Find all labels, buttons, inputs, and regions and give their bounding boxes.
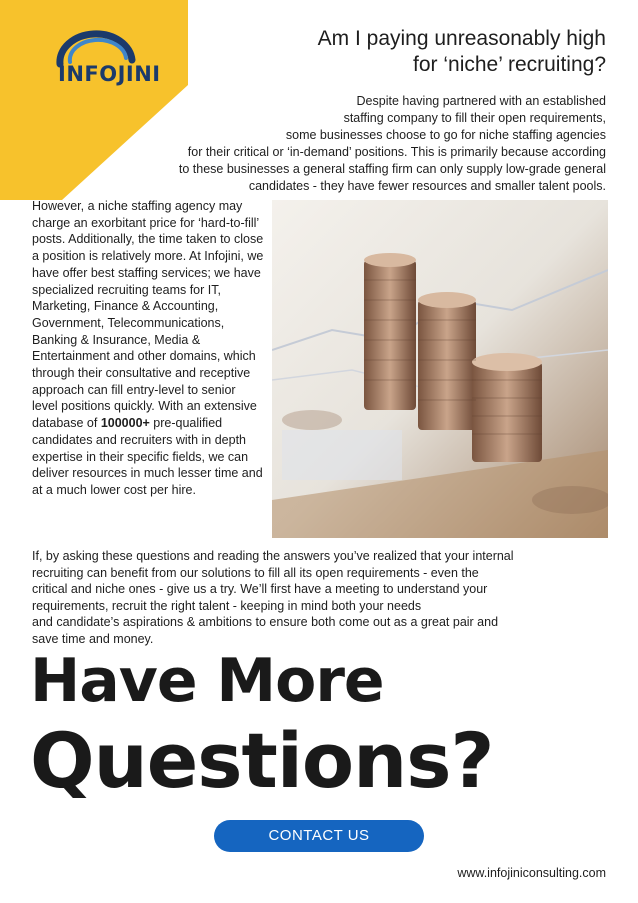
intro-line: to these businesses a general staffing firm can only supply low-grade general xyxy=(178,162,606,176)
database-count: 100000+ xyxy=(100,416,150,431)
paragraph-line: If, by asking these questions and reading the answers you’ve realized that your internal xyxy=(32,549,514,563)
intro-line: some businesses choose to go for niche staffing agencies xyxy=(285,128,606,142)
contact-us-button[interactable]: CONTACT US xyxy=(214,820,424,852)
paragraph-line: recruiting can benefit from our solutions to fill all its open requirements - even the xyxy=(32,565,479,580)
intro-line: staffing company to fill their open requirements, xyxy=(343,111,606,125)
intro-paragraph xyxy=(86,93,606,195)
paragraph-line: critical and niche ones - give us a try. We’ll first have a meeting to understand your xyxy=(32,582,488,597)
coin-stacks-photo xyxy=(272,200,608,538)
logo-text: INFOJINI xyxy=(58,62,161,86)
title-line: Am I paying unreasonably high xyxy=(317,27,606,50)
paragraph-line: save time and money. xyxy=(32,631,154,646)
left-text-part: However, a niche staffing agency may charge an exorbitant price for ‘hard-to-fill’ posts. Additionally, the time taken to close a position is relatively more. At Infojini, we have offer best staffing services; we have specialized recruiting teams for IT, Marketing, Finance & Accounting, Government, Telecommunications, Banking & Insurance, Media & Entertainment and other domains, which through their consultative and receptive approach can fill entry-level to senior level positions quickly. With an extensive database of xyxy=(32,199,264,431)
intro-line: for their critical or ‘in-demand’ positions. This is primarily because according xyxy=(187,145,606,159)
left-text-part: pre-qualified candidates and recruiters with in depth expertise in their specific fields, we can deliver resources in much lesser time and at a much lower cost per hire. xyxy=(32,416,263,497)
intro-line: candidates - they have fewer resources and smaller talent pools. xyxy=(248,179,606,193)
closing-paragraph xyxy=(32,548,612,648)
title-line: for ‘niche’ recruiting? xyxy=(413,53,606,76)
page-title xyxy=(186,26,606,78)
cta-heading-line1: Have More xyxy=(30,646,384,716)
left-column-text xyxy=(32,198,264,499)
website-link[interactable]: www.infojiniconsulting.com xyxy=(457,866,606,880)
intro-line: Despite having partnered with an established xyxy=(356,94,606,108)
cta-heading-line2: Questions? xyxy=(30,716,494,805)
paragraph-line: requirements, recruit the right talent - keeping in mind both your needs xyxy=(32,598,422,613)
paragraph-line: and candidate’s aspirations & ambitions to ensure both come out as a great pair and xyxy=(32,615,499,630)
